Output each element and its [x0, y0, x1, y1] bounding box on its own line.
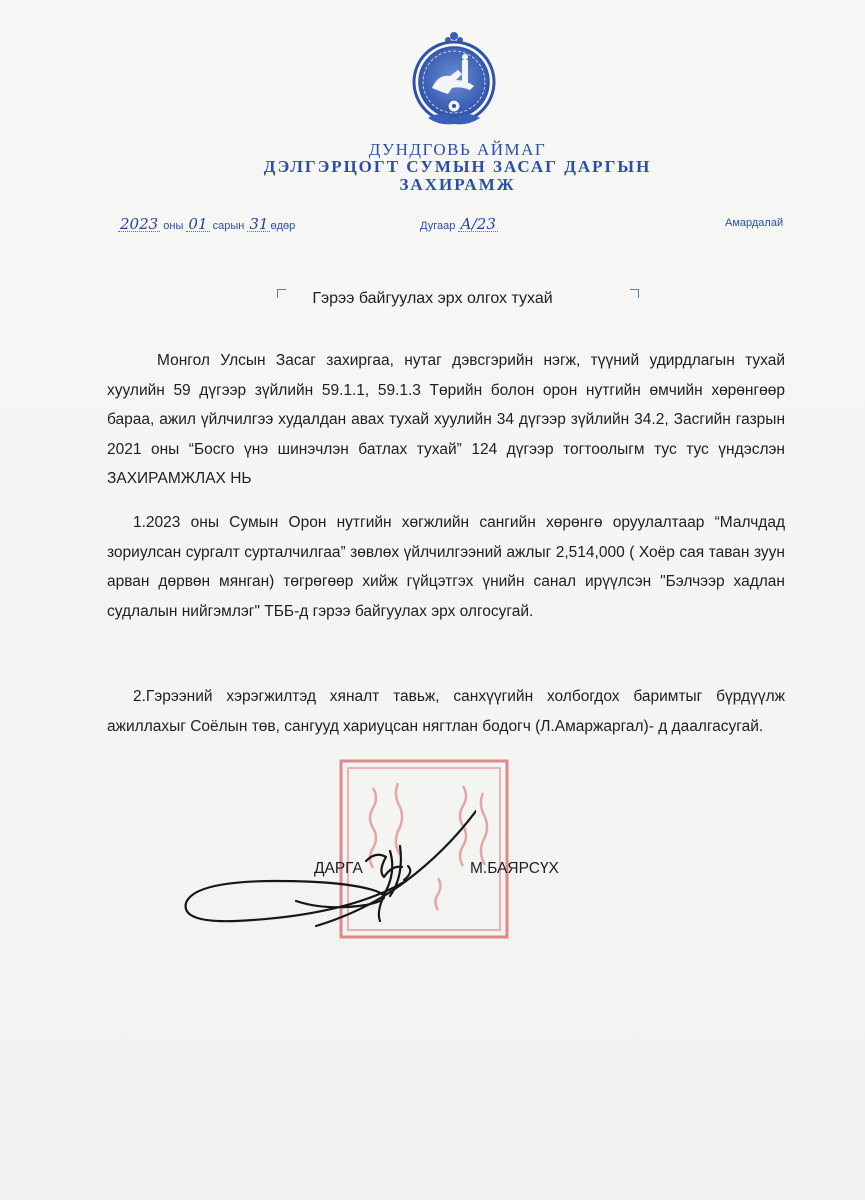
- order-item-2: 2.Гэрээний хэрэгжилтэд хяналт тавьж, санхүүгийн холбогдох баримтыг бүрдүүлж ажиллахыг Соёлын төв, сангууд хариуцсан нягтлан бодогч (Л.Амаржаргал)- д даалгасугай.: [107, 688, 785, 735]
- subject-corner-right: [630, 289, 639, 298]
- document-date: [118, 217, 295, 232]
- document-subject: Гэрээ байгуулах эрх олгох тухай: [312, 290, 553, 307]
- handwritten-signature: [176, 806, 476, 956]
- preamble-paragraph: Монгол Улсын Засаг захиргаа, нутаг дэвсгэрийн нэгж, түүний удирдлагын тухай хуулийн 59 дүгээр зүйлийн 59.1.1, 59.1.3 Төрийн болон орон нутгийн өмчийн хөрөнгөөр бараа, ажил үйлчилгээ худалдан авах тухай хуулийн 34 дүгээр зүйлийн 34.2, Засгийн газрын 2021 оны “Босго үнэ шинэчлэн батлах тухай” 124 дүгээр тогтоолыгм тус тус үндэслэн ЗАХИРАМЖЛАХ НЬ: [107, 352, 785, 487]
- date-month-suffix: сарын: [212, 220, 245, 232]
- date-day: 31: [249, 215, 269, 233]
- signatory-role: ДАРГА: [314, 860, 363, 877]
- state-emblem-icon: [408, 30, 500, 130]
- document-place: Амардалай: [725, 217, 784, 229]
- date-year-suffix: оны: [163, 220, 184, 232]
- document-number: [420, 217, 498, 232]
- date-month: 01: [188, 215, 208, 233]
- date-year: 2023: [120, 215, 159, 233]
- document-type: ЗАХИРАМЖ: [399, 175, 516, 194]
- aimag-name: ДУНДГОВЬ АЙМАГ: [368, 140, 547, 159]
- signatory-name: М.БАЯРСҮХ: [470, 860, 559, 877]
- number-value: А/23: [460, 215, 496, 233]
- date-day-suffix: өдөр: [270, 220, 296, 232]
- order-item-1: 1.2023 оны Сумын Орон нутгийн хөгжлийн сангийн хөрөнгө оруулалтаар “Малчдад зориулсан сургалт сурталчилгаа” зөвлөх үйлчилгээний ажлыг 2,514,000 ( Хоёр сая таван зуун арван дөрвөн мянган) төгрөгөөр хийж гүйцэтгэх үнийн санал ирүүлсэн "Бэлчээр хадлан судлалын нийгэмлэг" ТББ-д гэрээ байгуулах эрх олгосугай.: [107, 514, 785, 620]
- office-name: ДЭЛГЭРЦОГТ СУМЫН ЗАСАГ ДАРГЫН: [263, 157, 652, 176]
- number-label: Дугаар: [420, 220, 456, 232]
